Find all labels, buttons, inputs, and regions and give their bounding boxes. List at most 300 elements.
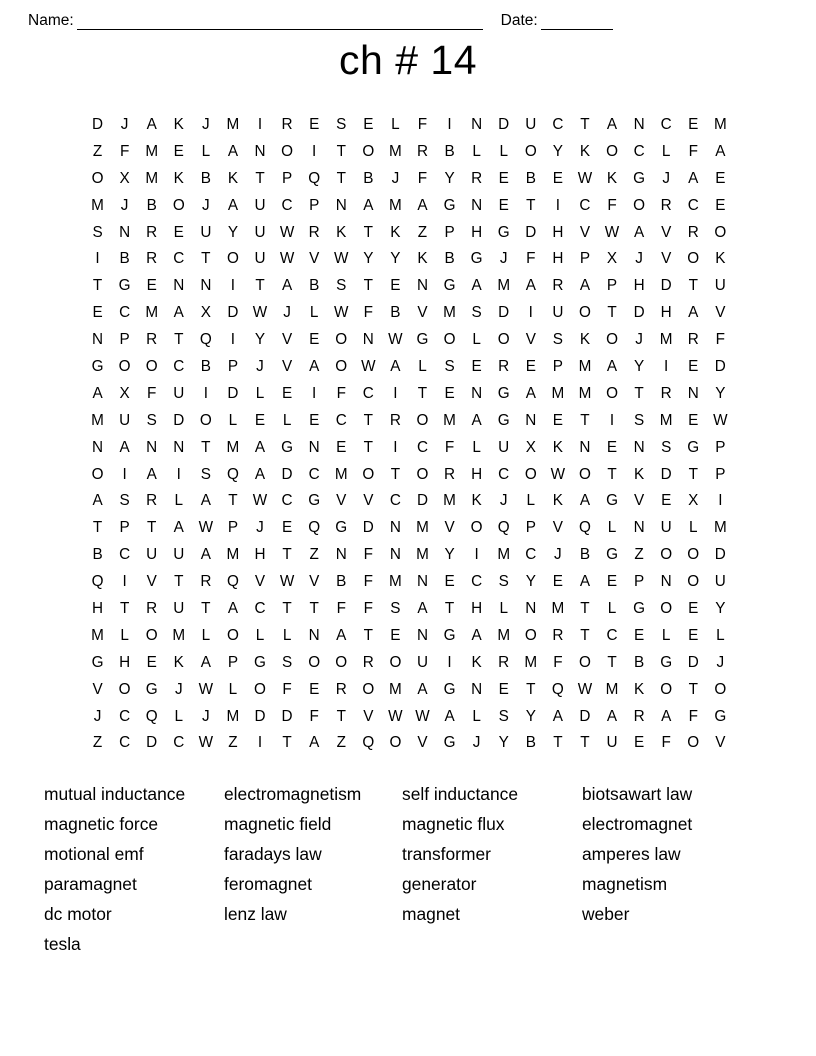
grid-cell[interactable]: N xyxy=(633,519,645,537)
grid-cell[interactable]: X xyxy=(688,492,699,510)
grid-cell[interactable]: W xyxy=(415,707,430,725)
grid-cell[interactable]: Y xyxy=(254,331,266,349)
grid-cell[interactable]: U xyxy=(660,519,672,537)
grid-cell[interactable]: S xyxy=(498,573,509,591)
grid-cell[interactable]: P xyxy=(525,519,536,537)
grid-cell[interactable]: M xyxy=(524,653,538,671)
grid-cell[interactable]: J xyxy=(256,358,264,376)
grid-cell[interactable]: E xyxy=(444,384,455,402)
grid-cell[interactable]: I xyxy=(122,465,127,483)
grid-cell[interactable]: N xyxy=(389,519,401,537)
grid-cell[interactable]: Y xyxy=(444,546,455,564)
grid-cell[interactable]: G xyxy=(443,680,456,698)
grid-cell[interactable]: Z xyxy=(336,734,346,752)
grid-cell[interactable]: H xyxy=(660,304,672,322)
grid-cell[interactable]: B xyxy=(200,169,211,187)
grid-cell[interactable]: A xyxy=(227,142,239,160)
grid-cell[interactable]: T xyxy=(201,438,211,456)
grid-cell[interactable]: W xyxy=(334,250,349,268)
grid-cell[interactable]: L xyxy=(391,116,400,133)
grid-cell[interactable]: C xyxy=(119,304,131,322)
grid-cell[interactable]: A xyxy=(552,707,563,725)
grid-cell[interactable]: T xyxy=(255,277,265,295)
grid-cell[interactable]: O xyxy=(660,680,673,698)
grid-cell[interactable]: H xyxy=(471,600,483,618)
grid-cell[interactable]: G xyxy=(497,223,510,241)
grid-cell[interactable]: G xyxy=(470,250,483,268)
grid-cell[interactable]: L xyxy=(201,626,211,644)
grid-cell[interactable]: T xyxy=(607,465,617,483)
grid-cell[interactable]: B xyxy=(525,734,536,752)
grid-cell[interactable]: C xyxy=(335,411,347,429)
grid-cell[interactable]: I xyxy=(122,573,127,591)
grid-cell[interactable]: I xyxy=(664,358,669,376)
word-list-item[interactable]: mutual inductance xyxy=(44,784,186,804)
grid-cell[interactable]: O xyxy=(254,680,266,698)
grid-cell[interactable]: F xyxy=(363,546,373,564)
grid-cell[interactable]: J xyxy=(499,492,508,510)
grid-cell[interactable]: O xyxy=(578,304,591,322)
grid-cell[interactable]: V xyxy=(525,331,536,349)
grid-cell[interactable]: J xyxy=(499,250,508,268)
grid-cell[interactable]: I xyxy=(393,384,398,402)
grid-cell[interactable]: F xyxy=(417,116,428,133)
grid-cell[interactable]: L xyxy=(282,626,292,644)
grid-cell[interactable]: K xyxy=(390,223,401,241)
grid-cell[interactable]: K xyxy=(417,250,428,268)
grid-cell[interactable]: Y xyxy=(552,142,563,160)
grid-cell[interactable]: G xyxy=(91,358,104,376)
grid-cell[interactable]: T xyxy=(417,384,428,402)
grid-cell[interactable]: M xyxy=(145,169,159,187)
grid-cell[interactable]: M xyxy=(497,626,511,644)
grid-cell[interactable]: N xyxy=(92,438,104,456)
word-list-item[interactable]: weber xyxy=(582,904,630,924)
grid-cell[interactable]: U xyxy=(254,250,266,268)
grid-cell[interactable]: K xyxy=(579,142,591,160)
grid-cell[interactable]: H xyxy=(471,223,483,241)
grid-cell[interactable]: A xyxy=(200,492,211,510)
grid-cell[interactable]: T xyxy=(282,546,292,564)
grid-cell[interactable]: T xyxy=(282,734,292,752)
grid-cell[interactable]: C xyxy=(173,358,185,376)
word-list-item[interactable]: lenz law xyxy=(224,904,287,924)
grid-cell[interactable]: T xyxy=(228,492,238,510)
grid-cell[interactable]: A xyxy=(417,680,428,698)
grid-cell[interactable]: I xyxy=(718,492,723,510)
grid-cell[interactable]: U xyxy=(714,573,726,591)
grid-cell[interactable]: G xyxy=(443,734,456,752)
grid-cell[interactable]: N xyxy=(92,331,104,349)
grid-cell[interactable]: S xyxy=(552,331,563,349)
grid-cell[interactable]: G xyxy=(254,653,266,671)
grid-cell[interactable]: K xyxy=(173,169,184,187)
grid-cell[interactable]: Q xyxy=(497,519,510,537)
grid-cell[interactable]: M xyxy=(389,142,402,160)
grid-cell[interactable]: P xyxy=(715,438,726,456)
grid-cell[interactable]: I xyxy=(609,411,615,429)
grid-cell[interactable]: P xyxy=(309,196,320,214)
grid-cell[interactable]: Y xyxy=(390,250,401,268)
grid-cell[interactable]: N xyxy=(200,277,212,295)
grid-cell[interactable]: R xyxy=(687,331,699,349)
grid-cell[interactable]: F xyxy=(147,384,157,402)
grid-cell[interactable]: E xyxy=(688,116,699,133)
word-list-item[interactable]: self inductance xyxy=(402,784,519,804)
grid-cell[interactable]: E xyxy=(606,573,618,591)
grid-cell[interactable]: T xyxy=(174,573,184,591)
grid-cell[interactable]: N xyxy=(416,277,428,295)
grid-cell[interactable]: D xyxy=(281,465,293,483)
grid-cell[interactable]: A xyxy=(309,358,320,376)
grid-cell[interactable]: R xyxy=(687,223,699,241)
grid-cell[interactable]: Y xyxy=(444,169,455,187)
grid-cell[interactable]: T xyxy=(119,600,130,618)
grid-cell[interactable]: F xyxy=(336,600,346,618)
grid-cell[interactable]: C xyxy=(389,492,401,510)
grid-cell[interactable]: A xyxy=(92,384,103,402)
grid-cell[interactable]: Z xyxy=(634,546,644,564)
grid-cell[interactable]: G xyxy=(91,653,104,671)
grid-cell[interactable]: E xyxy=(634,626,645,644)
grid-cell[interactable]: E xyxy=(552,573,563,591)
grid-cell[interactable]: E xyxy=(688,358,699,376)
grid-cell[interactable]: C xyxy=(173,734,185,752)
grid-cell[interactable]: M xyxy=(443,304,456,322)
grid-cell[interactable]: Q xyxy=(578,519,591,537)
grid-cell[interactable]: V xyxy=(254,573,266,591)
grid-cell[interactable]: Q xyxy=(199,331,212,349)
grid-cell[interactable]: D xyxy=(227,384,239,402)
grid-cell[interactable]: C xyxy=(308,465,320,483)
grid-cell[interactable]: U xyxy=(173,600,185,618)
grid-cell[interactable]: U xyxy=(173,384,185,402)
grid-cell[interactable]: I xyxy=(230,331,236,349)
grid-cell[interactable]: L xyxy=(282,411,292,429)
word-list-item[interactable]: dc motor xyxy=(44,904,112,924)
grid-cell[interactable]: U xyxy=(173,546,185,564)
grid-cell[interactable]: Y xyxy=(525,573,536,591)
grid-cell[interactable]: B xyxy=(634,653,645,671)
grid-cell[interactable]: M xyxy=(578,384,592,402)
grid-cell[interactable]: Y xyxy=(715,600,726,618)
grid-cell[interactable]: T xyxy=(92,277,103,295)
grid-cell[interactable]: O xyxy=(335,331,348,349)
grid-cell[interactable]: M xyxy=(497,546,511,564)
grid-cell[interactable]: E xyxy=(688,626,699,644)
grid-cell[interactable]: L xyxy=(689,519,698,537)
grid-cell[interactable]: W xyxy=(279,223,295,241)
grid-cell[interactable]: S xyxy=(390,600,401,618)
grid-cell[interactable]: E xyxy=(254,411,266,429)
grid-cell[interactable]: G xyxy=(443,626,456,644)
grid-cell[interactable]: C xyxy=(660,116,672,133)
grid-cell[interactable]: F xyxy=(119,142,130,160)
grid-cell[interactable]: P xyxy=(227,358,239,376)
grid-cell[interactable]: H xyxy=(92,600,104,618)
grid-cell[interactable]: J xyxy=(120,116,129,133)
grid-cell[interactable]: I xyxy=(447,116,452,133)
grid-cell[interactable]: E xyxy=(309,331,320,349)
grid-cell[interactable]: V xyxy=(552,519,563,537)
grid-cell[interactable]: J xyxy=(635,250,643,268)
word-list-item[interactable]: magnetic force xyxy=(44,814,159,834)
grid-cell[interactable]: F xyxy=(688,142,698,160)
grid-cell[interactable]: N xyxy=(471,116,483,133)
grid-cell[interactable]: G xyxy=(281,438,294,456)
grid-cell[interactable]: O xyxy=(226,626,239,644)
grid-cell[interactable]: U xyxy=(714,277,726,295)
grid-cell[interactable]: A xyxy=(146,465,157,483)
grid-cell[interactable]: N xyxy=(525,600,537,618)
grid-cell[interactable]: R xyxy=(552,277,564,295)
grid-cell[interactable]: T xyxy=(526,196,536,214)
grid-cell[interactable]: Q xyxy=(362,734,375,752)
grid-cell[interactable]: D xyxy=(173,411,185,429)
grid-cell[interactable]: O xyxy=(199,411,212,429)
word-list-item[interactable]: feromagnet xyxy=(224,874,312,894)
grid-cell[interactable]: V xyxy=(146,573,157,591)
grid-cell[interactable]: I xyxy=(447,653,452,671)
grid-cell[interactable]: R xyxy=(552,626,564,644)
grid-cell[interactable]: O xyxy=(145,626,158,644)
grid-cell[interactable]: R xyxy=(146,600,158,618)
grid-cell[interactable]: T xyxy=(363,438,373,456)
grid-cell[interactable]: S xyxy=(336,277,347,295)
grid-cell[interactable]: L xyxy=(499,600,508,618)
grid-cell[interactable]: L xyxy=(661,626,671,644)
grid-cell[interactable]: W xyxy=(713,411,728,429)
grid-cell[interactable]: Y xyxy=(715,384,726,402)
grid-cell[interactable]: V xyxy=(661,250,672,268)
grid-cell[interactable]: P xyxy=(227,519,239,537)
grid-cell[interactable]: D xyxy=(687,653,699,671)
grid-cell[interactable]: M xyxy=(389,680,402,698)
grid-cell[interactable]: O xyxy=(687,734,700,752)
grid-cell[interactable]: S xyxy=(336,116,347,133)
grid-cell[interactable]: A xyxy=(227,600,239,618)
grid-cell[interactable]: S xyxy=(146,411,157,429)
grid-cell[interactable]: K xyxy=(634,680,645,698)
grid-cell[interactable]: Q xyxy=(308,519,321,537)
grid-cell[interactable]: T xyxy=(580,734,590,752)
grid-cell[interactable]: L xyxy=(201,142,211,160)
grid-cell[interactable]: F xyxy=(715,331,726,349)
grid-cell[interactable]: V xyxy=(715,734,726,752)
grid-cell[interactable]: S xyxy=(661,438,672,456)
grid-cell[interactable]: R xyxy=(416,142,428,160)
grid-cell[interactable]: G xyxy=(660,653,673,671)
grid-cell[interactable]: T xyxy=(363,223,373,241)
grid-cell[interactable]: C xyxy=(687,196,699,214)
grid-cell[interactable]: A xyxy=(661,707,672,725)
grid-cell[interactable]: X xyxy=(606,250,618,268)
grid-cell[interactable]: M xyxy=(551,384,565,402)
grid-cell[interactable]: Y xyxy=(363,250,374,268)
grid-cell[interactable]: J xyxy=(256,519,264,537)
grid-cell[interactable]: M xyxy=(226,438,240,456)
grid-cell[interactable]: I xyxy=(203,384,208,402)
grid-cell[interactable]: O xyxy=(714,680,727,698)
grid-cell[interactable]: U xyxy=(416,653,428,671)
grid-cell[interactable]: C xyxy=(498,465,510,483)
grid-cell[interactable]: N xyxy=(416,626,428,644)
grid-cell[interactable]: Y xyxy=(525,707,536,725)
grid-cell[interactable]: O xyxy=(118,358,131,376)
grid-cell[interactable]: R xyxy=(444,465,456,483)
grid-cell[interactable]: F xyxy=(282,680,292,698)
grid-cell[interactable]: D xyxy=(254,707,266,725)
grid-cell[interactable]: V xyxy=(444,519,455,537)
grid-cell[interactable]: S xyxy=(634,411,645,429)
grid-cell[interactable]: T xyxy=(363,411,373,429)
word-list-item[interactable]: faradays law xyxy=(224,844,322,864)
grid-cell[interactable]: L xyxy=(472,438,481,456)
grid-cell[interactable]: I xyxy=(257,116,263,133)
grid-cell[interactable]: M xyxy=(91,626,104,644)
grid-cell[interactable]: T xyxy=(201,600,211,618)
grid-cell[interactable]: T xyxy=(553,734,563,752)
grid-cell[interactable]: S xyxy=(200,465,211,483)
grid-cell[interactable]: A xyxy=(173,304,184,322)
grid-cell[interactable]: H xyxy=(552,223,564,241)
grid-cell[interactable]: R xyxy=(498,358,510,376)
grid-cell[interactable]: N xyxy=(633,116,645,133)
grid-cell[interactable]: O xyxy=(578,653,591,671)
grid-cell[interactable]: N xyxy=(687,384,699,402)
grid-cell[interactable]: T xyxy=(309,600,319,618)
grid-cell[interactable]: F xyxy=(661,734,671,752)
grid-cell[interactable]: D xyxy=(498,116,510,133)
grid-cell[interactable]: Q xyxy=(145,707,158,725)
grid-cell[interactable]: B xyxy=(525,169,536,187)
grid-cell[interactable]: C xyxy=(633,142,645,160)
word-search-grid[interactable] xyxy=(84,112,734,757)
grid-cell[interactable]: O xyxy=(389,734,402,752)
grid-cell[interactable]: D xyxy=(660,277,672,295)
grid-cell[interactable]: P xyxy=(606,277,618,295)
grid-cell[interactable]: A xyxy=(146,116,157,133)
grid-cell[interactable]: L xyxy=(255,384,265,402)
grid-cell[interactable]: U xyxy=(119,411,131,429)
grid-cell[interactable]: J xyxy=(202,196,210,214)
grid-cell[interactable]: M xyxy=(713,116,727,133)
grid-cell[interactable]: C xyxy=(119,546,131,564)
grid-cell[interactable]: E xyxy=(498,196,509,214)
grid-cell[interactable]: F xyxy=(363,304,373,322)
grid-cell[interactable]: V xyxy=(417,734,428,752)
grid-cell[interactable]: O xyxy=(687,573,700,591)
grid-cell[interactable]: B xyxy=(200,358,211,376)
grid-cell[interactable]: O xyxy=(172,196,185,214)
grid-cell[interactable]: M xyxy=(443,492,456,510)
grid-cell[interactable]: G xyxy=(687,438,700,456)
grid-cell[interactable]: T xyxy=(390,465,401,483)
grid-cell[interactable]: P xyxy=(119,519,130,537)
grid-cell[interactable]: E xyxy=(281,384,293,402)
grid-cell[interactable]: A xyxy=(309,734,320,752)
grid-cell[interactable]: D xyxy=(579,707,591,725)
grid-cell[interactable]: L xyxy=(174,707,184,725)
grid-cell[interactable]: F xyxy=(363,573,373,591)
grid-cell[interactable]: E xyxy=(173,223,184,241)
grid-cell[interactable]: Q xyxy=(308,169,321,187)
grid-cell[interactable]: A xyxy=(606,116,618,133)
grid-cell[interactable]: O xyxy=(497,331,510,349)
grid-cell[interactable]: A xyxy=(200,546,211,564)
grid-cell[interactable]: M xyxy=(334,465,348,483)
grid-cell[interactable]: A xyxy=(281,277,293,295)
grid-cell[interactable]: M xyxy=(416,546,429,564)
grid-cell[interactable]: T xyxy=(147,519,157,537)
grid-cell[interactable]: H xyxy=(254,546,266,564)
grid-cell[interactable]: A xyxy=(336,626,347,644)
grid-cell[interactable]: L xyxy=(472,331,481,349)
grid-cell[interactable]: D xyxy=(660,465,672,483)
grid-cell[interactable]: F xyxy=(444,438,455,456)
grid-cell[interactable]: H xyxy=(471,465,483,483)
grid-cell[interactable]: L xyxy=(174,492,184,510)
grid-cell[interactable]: A xyxy=(417,196,428,214)
grid-cell[interactable]: T xyxy=(607,304,617,322)
grid-cell[interactable]: N xyxy=(254,142,266,160)
grid-cell[interactable]: F xyxy=(526,250,536,268)
grid-cell[interactable]: D xyxy=(281,707,293,725)
grid-cell[interactable]: P xyxy=(444,223,455,241)
grid-cell[interactable]: P xyxy=(227,653,239,671)
grid-cell[interactable]: I xyxy=(474,546,479,564)
grid-cell[interactable]: G xyxy=(633,169,646,187)
grid-cell[interactable]: T xyxy=(634,384,644,402)
grid-cell[interactable]: M xyxy=(659,331,673,349)
grid-cell[interactable]: L xyxy=(607,519,617,537)
grid-cell[interactable]: A xyxy=(471,277,482,295)
grid-cell[interactable]: E xyxy=(661,492,672,510)
grid-cell[interactable]: O xyxy=(308,653,321,671)
grid-cell[interactable]: O xyxy=(470,519,483,537)
grid-cell[interactable]: O xyxy=(687,546,700,564)
grid-cell[interactable]: O xyxy=(91,169,104,187)
grid-cell[interactable]: L xyxy=(120,626,129,644)
grid-cell[interactable]: K xyxy=(552,492,563,510)
grid-cell[interactable]: C xyxy=(471,573,483,591)
grid-cell[interactable]: O xyxy=(416,411,429,429)
grid-cell[interactable]: V xyxy=(715,304,726,322)
word-list-item[interactable]: amperes law xyxy=(582,844,681,864)
grid-cell[interactable]: M xyxy=(145,304,159,322)
grid-cell[interactable]: J xyxy=(716,653,725,671)
grid-cell[interactable]: M xyxy=(659,411,673,429)
grid-cell[interactable]: M xyxy=(226,546,240,564)
grid-cell[interactable]: W xyxy=(198,519,214,537)
grid-cell[interactable]: N xyxy=(471,680,483,698)
grid-cell[interactable]: O xyxy=(91,465,104,483)
grid-cell[interactable]: O xyxy=(443,331,456,349)
grid-cell[interactable]: R xyxy=(471,169,483,187)
grid-cell[interactable]: Z xyxy=(228,734,238,752)
grid-cell[interactable]: Z xyxy=(92,734,103,752)
grid-cell[interactable]: I xyxy=(528,304,533,322)
grid-cell[interactable]: A xyxy=(254,465,266,483)
grid-cell[interactable]: A xyxy=(390,358,401,376)
grid-cell[interactable]: H xyxy=(552,250,564,268)
grid-cell[interactable]: R xyxy=(335,680,347,698)
grid-cell[interactable]: N xyxy=(389,546,401,564)
grid-cell[interactable]: L xyxy=(255,626,265,644)
grid-cell[interactable]: R xyxy=(498,653,510,671)
grid-cell[interactable]: K xyxy=(634,465,645,483)
grid-cell[interactable]: E xyxy=(309,680,320,698)
